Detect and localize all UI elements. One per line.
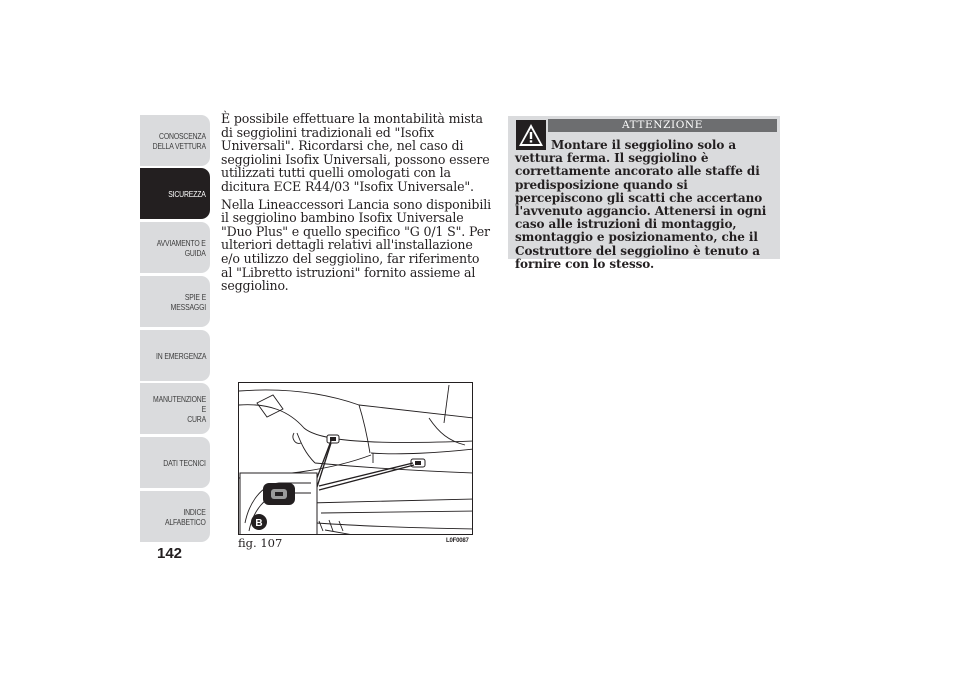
warning-title: ATTENZIONE (548, 119, 777, 132)
tab-avviamento-e-guida[interactable]: AVVIAMENTO E GUIDA (140, 222, 210, 273)
callout-label-b: B (255, 518, 263, 529)
tab-spie-e-messaggi[interactable]: SPIE E MESSAGGI (140, 276, 210, 327)
tab-manutenzione-e-cura[interactable]: MANUTENZIONE E CURA (140, 383, 210, 434)
figure-code: L0F0087 (446, 538, 469, 544)
body-paragraph-1: È possibile effettuare la montabilità mista di seggiolini tradizionali ed "Isofix Universali". Ricordarsi che, nel caso di seggiolini Isofix Universali, possono essere utilizzati tutti quelli omologati con la dicitura ECE R44/03 "Isofix Universale". (221, 111, 490, 194)
tab-dati-tecnici[interactable]: DATI TECNICI (140, 437, 210, 488)
warning-text-content: Montare il seggiolino solo a vettura ferma. Il seggiolino è correttamente ancorato alle staffe di predisposizione quando si percepiscono gli scatti che accertano l'avvenuto aggancio. Attenersi in ogni caso alle istruzioni di montaggio, smontaggio e posizionamento, che il Costruttore del seggiolino è tenuto a fornire con lo stesso. (515, 138, 767, 271)
tab-conoscenza-della-vettura[interactable]: CONOSCENZA DELLA VETTURA (140, 115, 210, 166)
figure-caption: fig. 107 (238, 536, 283, 550)
body-text (221, 112, 493, 297)
page-number: 142 (157, 545, 183, 562)
warning-text (515, 139, 777, 271)
tab-in-emergenza[interactable]: IN EMERGENZA (140, 330, 210, 381)
isofix-illustration (239, 383, 473, 535)
figure-isofix-anchors (238, 382, 473, 535)
body-paragraph-2: Nella Lineaccessori Lancia sono disponibili il seggiolino bambino Isofix Universale "Duo Plus" e quello specifico "G 0/1 S". Per ulteriori dettagli relativi all'installazione e/o utilizzo del seggiolino, far riferimento al "Libretto istruzioni" fornito assieme al seggiolino. (221, 196, 491, 294)
tab-indice-alfabetico[interactable]: INDICE ALFABETICO (140, 491, 210, 542)
tab-sicurezza[interactable]: SICUREZZA (140, 168, 210, 219)
